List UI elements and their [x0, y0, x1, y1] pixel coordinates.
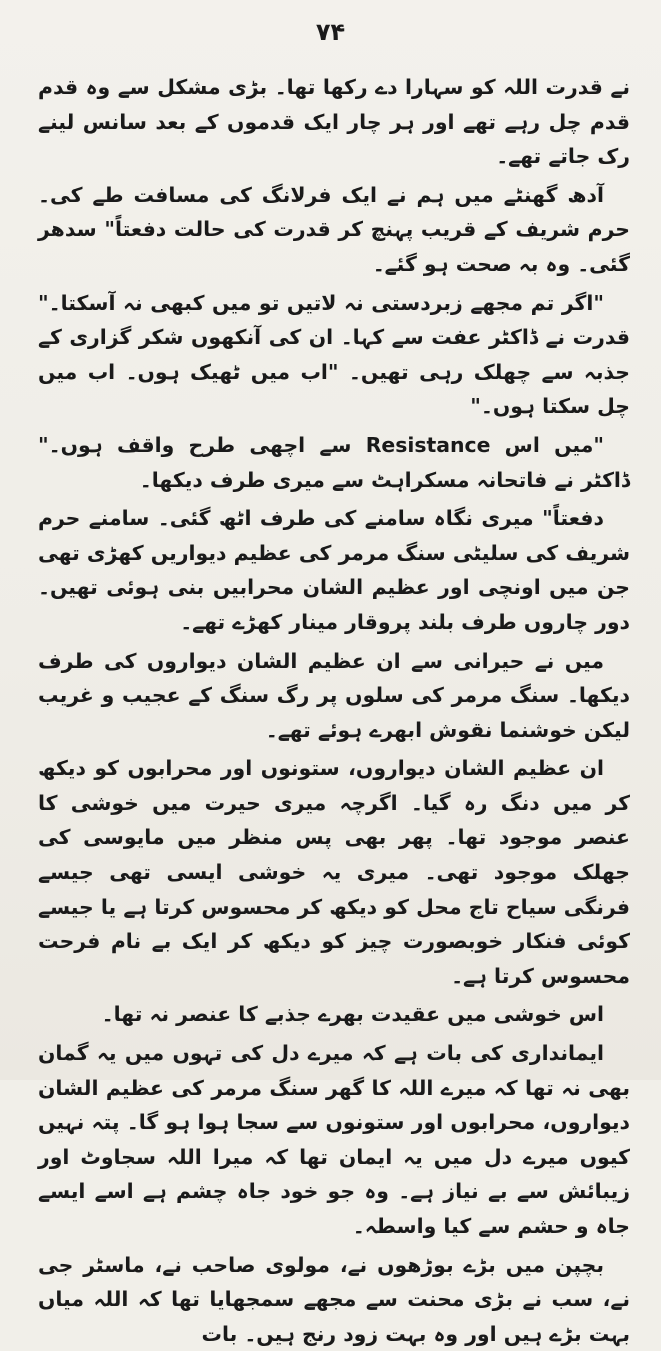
paragraph: اس خوشی میں عقیدت بھرے جذبے کا عنصر نہ تھا۔ — [101, 1002, 604, 1027]
paragraph: "میں اس Resistance سے اچھی طرح واقف ہوں۔" ڈاکٹر نے فاتحانہ مسکراہٹ سے میری طرف دیکھا۔ — [38, 432, 630, 492]
paragraph: "اگر تم مجھے زبردستی نہ لاتیں تو میں کبھی نہ آسکتا۔" قدرت نے ڈاکٹر عفت سے کہا۔ ان کی آنکھوں شکر گزاری کے جذبہ سے چھلک رہی تھیں۔ "اب میں ٹھیک ہوں۔ اب میں چل سکتا ہوں۔" — [38, 290, 630, 419]
page-number: ۷۴ — [315, 18, 346, 46]
paragraph: میں نے حیرانی سے ان عظیم الشان دیواروں کی طرف دیکھا۔ سنگ مرمر کی سلوں پر رگ سنگ کے عجیب و غریب لیکن خوشنما نقوش ابھرے ہوئے تھے۔ — [38, 648, 630, 742]
paragraph: بچپن میں بڑے بوڑھوں نے، مولوی صاحب نے، ماسٹر جی نے، سب نے بڑی محنت سے مجھے سمجھایا تھا کہ اللہ میاں بہت بڑے ہیں اور وہ بہت زود رنج ہیں۔ بات — [38, 1252, 630, 1346]
paragraph: ایمانداری کی بات ہے کہ میرے دل کی تہوں میں یہ گمان بھی نہ تھا کہ میرے اللہ کا گھر سنگ مرمر کی عظیم الشان دیواروں، محرابوں اور ستونوں سے سجا ہوا ہو گا۔ پتہ نہیں کیوں میرے دل میں یہ ایمان تھا کہ میرا اللہ سجاوٹ اور زیبائش سے بے نیاز ہے۔ وہ جو خود جاہ چشم ہے اسے ایسے جاہ و حشم سے کیا واسطہ۔ — [38, 1041, 630, 1238]
paragraph: دفعتاً" میری نگاہ سامنے کی طرف اٹھ گئی۔ سامنے حرم شریف کی سلیٹی سنگ مرمر کی عظیم دیواریں کھڑی تھی جن میں اونچی اور عظیم الشان محرابیں بنی ہوئی تھیں۔ دور چاروں طرف بلند پروقار مینار کھڑے تھے۔ — [38, 506, 630, 634]
paragraph: آدھ گھنٹے میں ہم نے ایک فرلانگ کی مسافت طے کی۔ حرم شریف کے قریب پہنچ کر قدرت کی حالت دفعتاً" سدھر گئی۔ وہ بہ صحت ہو گئے۔ — [38, 182, 630, 276]
paragraph: ان عظیم الشان دیواروں، ستونوں اور محرابوں کو دیکھ کر میں دنگ رہ گیا۔ اگرچہ میری حیرت میں خوشی کا عنصر موجود تھا۔ پھر بھی پس منظر میں مایوسی کی جھلک موجود تھی۔ میری یہ خوشی ایسی تھی جیسے فرنگی سیاح تاج محل کو دیکھ کر محسوس کرتا ہے یا جیسے کوئی فنکار خوبصورت چیز کو دیکھ کر ایک بے نام فرحت محسوس کرتا ہے۔ — [38, 756, 630, 988]
paragraph: نے قدرت اللہ کو سہارا دے رکھا تھا۔ بڑی مشکل سے وہ قدم قدم چل رہے تھے اور ہر چار ایک قدموں کے بعد سانس لینے رک جاتے تھے۔ — [38, 75, 630, 169]
page-body-text — [38, 70, 630, 1346]
